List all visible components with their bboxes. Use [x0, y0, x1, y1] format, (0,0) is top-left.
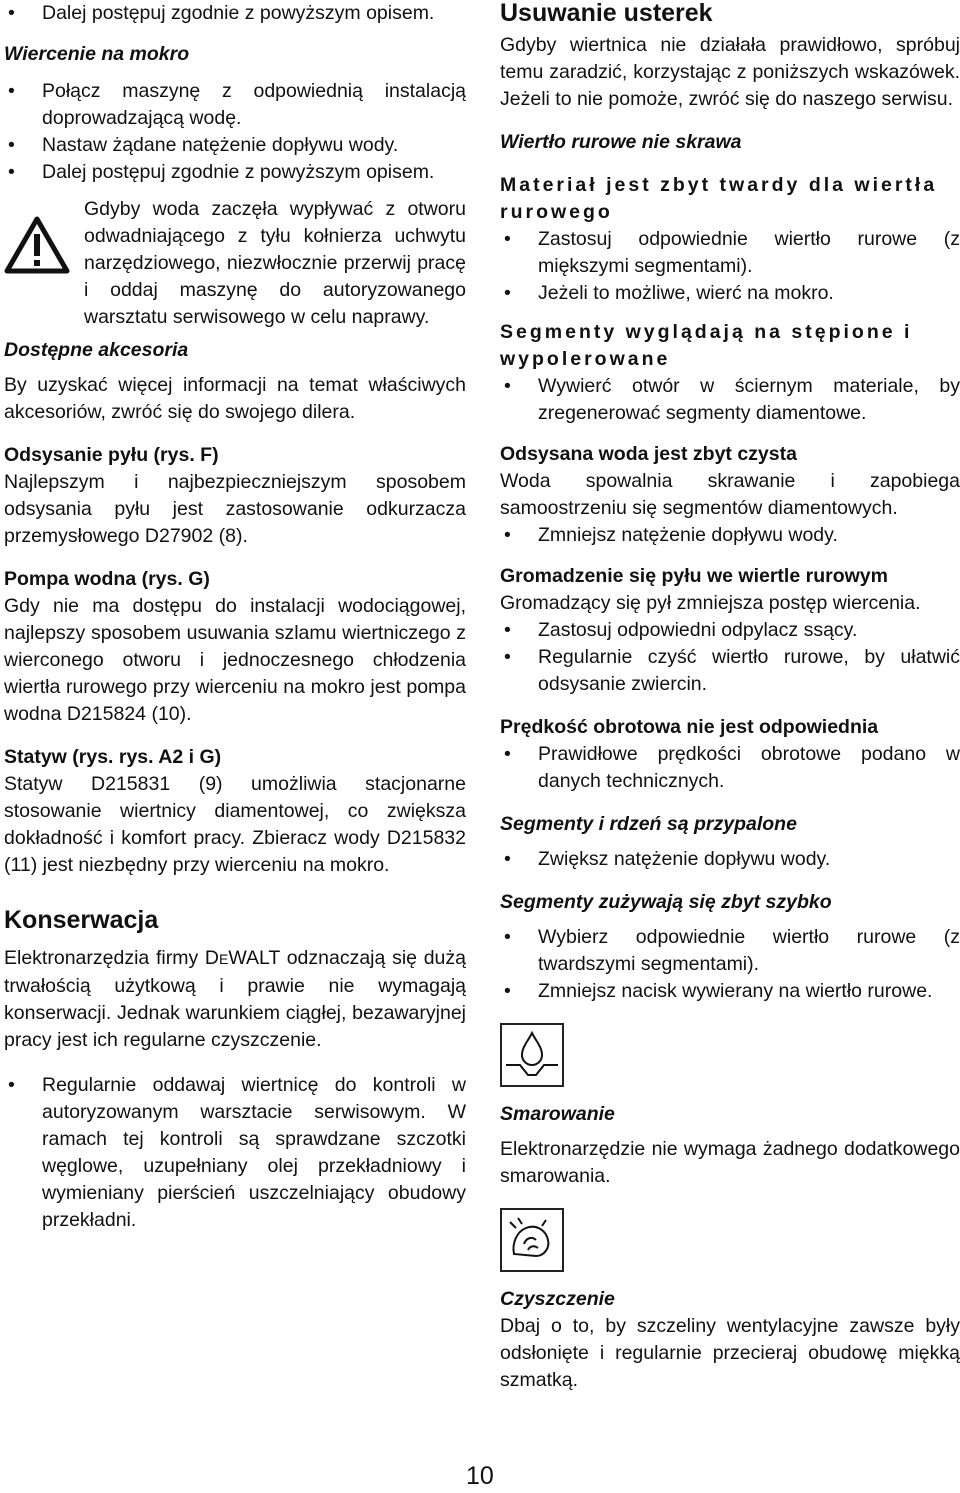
right-column [500, 0, 960, 1394]
solutions-list [500, 846, 960, 873]
problem-heading: Gromadzenie się pyłu we wiertle rurowym [500, 565, 888, 587]
page-number: 10 [466, 1462, 494, 1490]
solutions-list [500, 617, 960, 698]
problem-text: Gromadzący się pył zmniejsza postęp wiercenia. [500, 592, 921, 614]
list-item: • Wywierć otwór w ściernym materiale, by zregenerować segmenty diamentowe. [500, 373, 960, 427]
list-item: • Zastosuj odpowiedni odpylacz ssący. [500, 617, 960, 644]
cleaning-hand-icon [500, 1208, 564, 1272]
stand-text: Statyw D215831 (9) umożliwia stacjonarne stosowanie wiertnicy diamentowej, co zwiększa dokładność i komfort pracy. Zbieracz wody D215832 (11) jest niezbędny przy wierceniu na mokro. [4, 773, 466, 876]
maintenance-heading: Konserwacja [4, 906, 159, 934]
stand-heading: Statyw (rys. rys. A2 i G) [4, 746, 222, 768]
list-item: • Wybierz odpowiednie wiertło rurowe (z twardszymi segmentami). [500, 924, 960, 978]
list-item: • Nastaw żądane natężenie dopływu wody. [4, 132, 466, 159]
list-item: • Dalej postępuj zgodnie z powyższym opisem. [4, 159, 466, 186]
cleaning-text: Dbaj o to, by szczeliny wentylacyjne zawsze były odsłonięte i regularnie przecieraj obudowę miękką szmatką. [500, 1315, 960, 1391]
lubrication-text: Elektronarzędzie nie wymaga żadnego dodatkowego smarowania. [500, 1138, 960, 1187]
oil-drop-icon [500, 1023, 564, 1087]
problem-heading: Odsysana woda jest zbyt czysta [500, 443, 797, 465]
wet-drilling-list [4, 78, 466, 186]
intro-list [4, 0, 466, 27]
list-item: • Regularnie czyść wiertło rurowe, by ułatwić odsysanie zwiercin. [500, 644, 960, 698]
list-item: • Prawidłowe prędkości obrotowe podano w danych technicznych. [500, 741, 960, 795]
problem-heading: Wiertło rurowe nie skrawa [500, 131, 742, 153]
dust-extraction-text: Najlepszym i najbezpieczniejszym sposobem odsysania pyłu jest zastosowanie odkurzacza przemysłowego D27902 (8). [4, 471, 466, 547]
maintenance-text-part: Elektronarzędzia firmy D [4, 947, 219, 969]
warning-triangle-icon [4, 216, 70, 274]
list-item: • Zastosuj odpowiednie wiertło rurowe (z miększymi segmentami). [500, 226, 960, 280]
solutions-list [500, 373, 960, 427]
cause-heading: Segmenty wyglądają na stępione i wypolerowane [500, 321, 913, 370]
maintenance-text-part: WALT odznaczają się dużą trwałością użytkową i prawie nie wymagają konserwacji. Jednak warunkiem ciągłej, bezawaryjnej pracy jest ich regularne czyszczenie. [4, 947, 466, 1051]
maintenance-text [4, 945, 466, 1054]
brand-smallcaps: E [219, 951, 229, 967]
water-pump-heading: Pompa wodna (rys. G) [4, 568, 210, 590]
list-item: • Dalej postępuj zgodnie z powyższym opisem. [4, 0, 466, 27]
dust-extraction-heading: Odsysanie pyłu (rys. F) [4, 444, 219, 466]
troubleshooting-heading: Usuwanie usterek [500, 0, 713, 27]
solutions-list [500, 741, 960, 795]
accessories-heading: Dostępne akcesoria [4, 339, 189, 361]
problem-heading: Segmenty zużywają się zbyt szybko [500, 891, 832, 913]
solutions-list [500, 226, 960, 307]
list-item: • Zmniejsz natężenie dopływu wody. [500, 522, 960, 549]
problem-text: Woda spowalnia skrawanie i zapobiega samoostrzeniu się segmentów diamentowych. [500, 470, 960, 519]
warning-text: Gdyby woda zaczęła wypływać z otworu odwadniającego z tyłu kołnierza uchwytu narzędziowego, niezwłocznie przerwij pracę i oddaj maszynę do autoryzowanego warsztatu serwisowego w celu naprawy. [84, 198, 466, 328]
accessories-text: By uzyskać więcej informacji na temat właściwych akcesoriów, zwróć się do swojego dilera. [4, 374, 466, 423]
list-item: • Zwiększ natężenie dopływu wody. [500, 846, 960, 873]
problem-heading: Segmenty i rdzeń są przypalone [500, 813, 797, 835]
solutions-list [500, 522, 960, 549]
list-item: • Regularnie oddawaj wiertnicę do kontroli w autoryzowanym warsztacie serwisowym. W ramach tej kontroli są sprawdzane szczotki węglowe, uzupełniany olej przekładniowy i wymieniany pierścień uszczelniający obudowy przekładni. [4, 1072, 466, 1234]
water-pump-text: Gdy nie ma dostępu do instalacji wodociągowej, najlepszy sposobem usuwania szlamu wiertniczego z wierconego otworu i jednoczesnego chłodzenia wiertła rurowego przy wierceniu na mokro jest pompa wodna D215824 (10). [4, 595, 466, 725]
wet-drilling-heading: Wiercenie na mokro [4, 43, 190, 65]
maintenance-list [4, 1072, 466, 1234]
list-item: • Zmniejsz nacisk wywierany na wiertło rurowe. [500, 978, 960, 1005]
warning-block [4, 196, 466, 331]
cause-heading: Materiał jest zbyt twardy dla wiertła rurowego [500, 174, 938, 223]
lubrication-heading: Smarowanie [500, 1103, 615, 1125]
solutions-list [500, 924, 960, 1005]
troubleshooting-text: Gdyby wiertnica nie działała prawidłowo, spróbuj temu zaradzić, korzystając z poniższych wskazówek. Jeżeli to nie pomoże, zwróć się do naszego serwisu. [500, 34, 960, 110]
list-item: • Połącz maszynę z odpowiednią instalacją doprowadzającą wodę. [4, 78, 466, 132]
list-item: • Jeżeli to możliwe, wierć na mokro. [500, 280, 960, 307]
problem-heading: Prędkość obrotowa nie jest odpowiednia [500, 716, 879, 738]
left-column [4, 0, 466, 1234]
cleaning-heading: Czyszczenie [500, 1288, 615, 1310]
